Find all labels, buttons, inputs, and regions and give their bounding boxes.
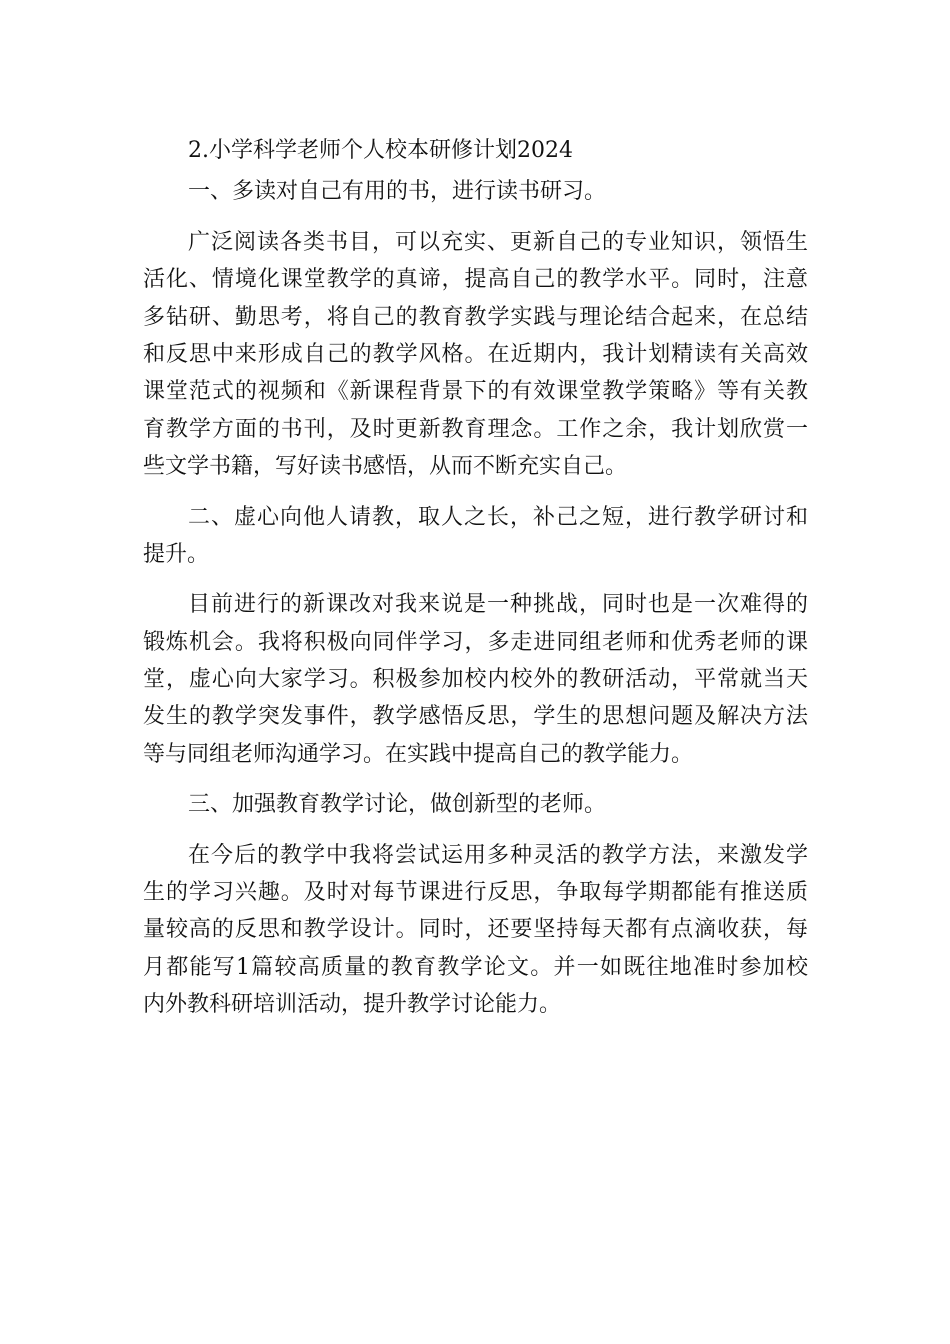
document-body bbox=[143, 132, 808, 1024]
paragraph-line: 目前进行的新课改对我来说是一种挑战，同时也是一次难得的 bbox=[188, 592, 808, 618]
section-1-paragraph bbox=[143, 224, 808, 486]
title-line: 提升。 bbox=[143, 541, 210, 567]
paragraph-line: 月都能写1篇较高质量的教育教学论文。并一如既往地准时参加校 bbox=[143, 954, 808, 980]
paragraph-line: 些文学书籍，写好读书感悟，从而不断充实自己。 bbox=[143, 454, 628, 480]
paragraph-line: 广泛阅读各类书目，可以充实、更新自己的专业知识，领悟生 bbox=[188, 229, 808, 255]
paragraph-line: 锻炼机会。我将积极向同伴学习，多走进同组老师和优秀老师的课 bbox=[143, 629, 808, 655]
paragraph-line: 多钻研、勤思考，将自己的教育教学实践与理论结合起来，在总结 bbox=[143, 304, 808, 330]
document-heading: 2.小学科学老师个人校本研修计划2024 bbox=[188, 138, 573, 163]
section-2-paragraph bbox=[143, 586, 808, 773]
paragraph-line: 生的学习兴趣。及时对每节课进行反思，争取每学期都能有推送质 bbox=[143, 880, 808, 906]
section-1-title: 一、多读对自己有用的书，进行读书研习。 bbox=[188, 179, 607, 205]
paragraph-line: 发生的教学突发事件，教学感悟反思，学生的思想问题及解决方法 bbox=[143, 704, 808, 730]
paragraph-line: 和反思中来形成自己的教学风格。在近期内，我计划精读有关高效 bbox=[143, 341, 808, 367]
paragraph-line: 量较高的反思和教学设计。同时，还要坚持每天都有点滴收获，每 bbox=[143, 917, 808, 943]
section-3-paragraph bbox=[143, 837, 808, 1024]
paragraph-line: 堂，虚心向大家学习。积极参加校内校外的教研活动，平常就当天 bbox=[143, 667, 808, 693]
paragraph-line: 课堂范式的视频和《新课程背景下的有效课堂教学策略》等有关教 bbox=[143, 379, 808, 405]
paragraph-line: 育教学方面的书刊，及时更新教育理念。工作之余，我计划欣赏一 bbox=[143, 416, 808, 442]
paragraph-line: 等与同组老师沟通学习。在实践中提高自己的教学能力。 bbox=[143, 741, 694, 767]
paragraph-line: 活化、情境化课堂教学的真谛，提高自己的教学水平。同时，注意 bbox=[143, 267, 808, 293]
section-2-title bbox=[143, 499, 808, 574]
paragraph-line: 在今后的教学中我将尝试运用多种灵活的教学方法，来激发学 bbox=[188, 842, 808, 868]
paragraph-line: 内外教科研培训活动，提升教学讨论能力。 bbox=[143, 992, 562, 1018]
section-3-title: 三、加强教育教学讨论，做创新型的老师。 bbox=[188, 792, 607, 818]
title-line: 二、虚心向他人请教，取人之长，补己之短，进行教学研讨和 bbox=[188, 504, 808, 530]
